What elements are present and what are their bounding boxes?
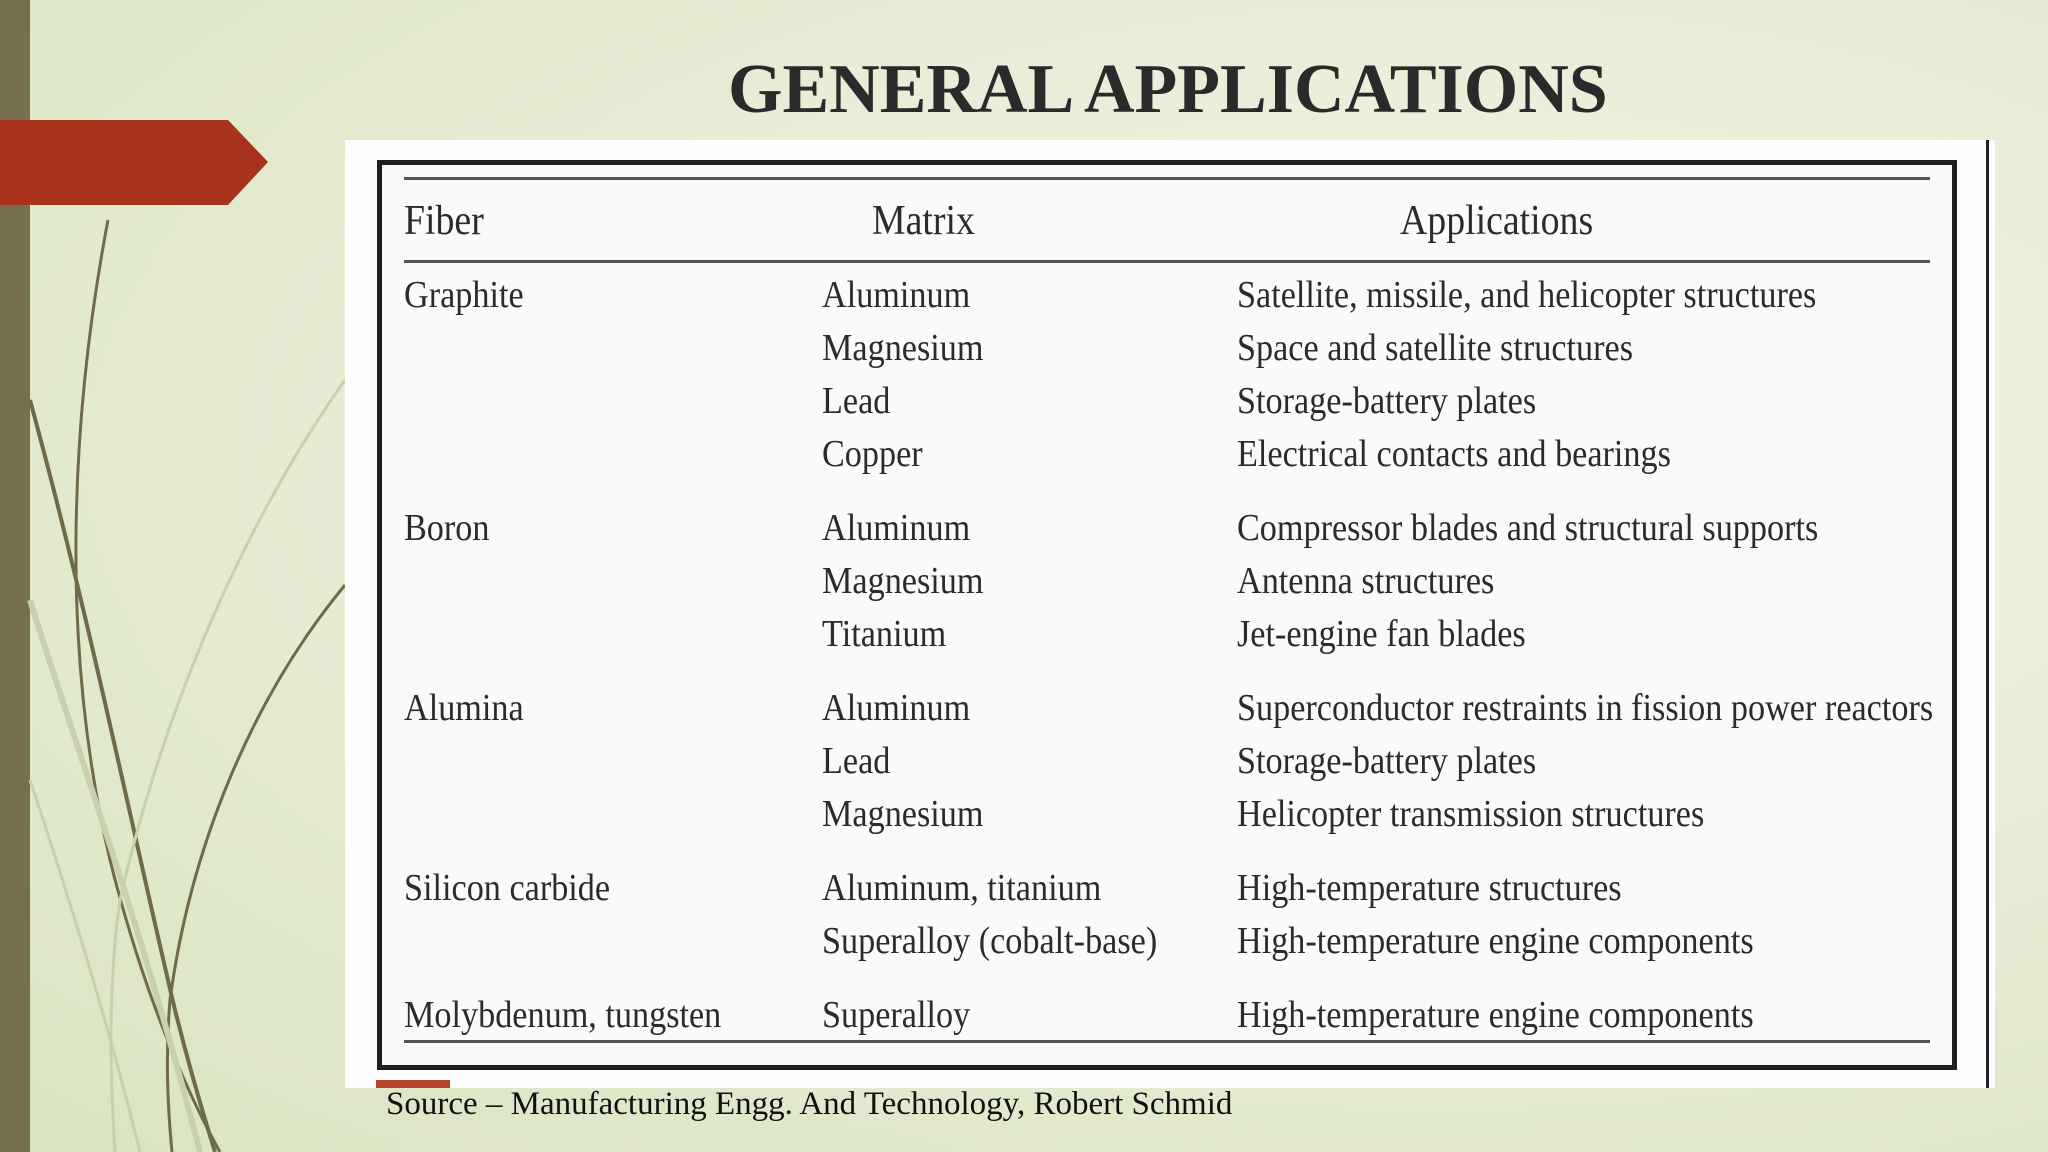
- table-frame: [377, 160, 1957, 1070]
- cell-application: Compressor blades and structural supports: [1237, 507, 1819, 549]
- slide-title: GENERAL APPLICATIONS: [728, 51, 1608, 128]
- cell-fiber: Molybdenum, tungsten: [404, 994, 722, 1036]
- cell-fiber: Silicon carbide: [404, 867, 611, 909]
- applications-table-image: [345, 140, 1995, 1088]
- header-applications: Applications: [1400, 198, 1594, 244]
- title-arrow-marker: [0, 120, 270, 205]
- header-fiber: Fiber: [404, 198, 484, 244]
- cell-matrix: Magnesium: [822, 560, 984, 602]
- cell-application: Electrical contacts and bearings: [1237, 433, 1671, 475]
- cell-matrix: Superalloy: [822, 994, 971, 1036]
- cell-matrix: Aluminum: [822, 687, 971, 729]
- cell-matrix: Aluminum, titanium: [822, 867, 1102, 909]
- table-bottom-rule: [404, 1040, 1930, 1043]
- cell-application: High-temperature engine components: [1237, 994, 1754, 1036]
- cell-application: Storage-battery plates: [1237, 380, 1537, 422]
- cell-fiber: Alumina: [404, 687, 524, 729]
- cell-application: Helicopter transmission structures: [1237, 793, 1705, 835]
- cell-application: Antenna structures: [1237, 560, 1495, 602]
- cell-application: Satellite, missile, and helicopter structures: [1237, 274, 1817, 316]
- cell-application: Superconductor restraints in fission power reactors: [1237, 687, 1934, 729]
- cell-fiber: Graphite: [404, 274, 524, 316]
- table-top-rule: [404, 177, 1930, 180]
- table-header-rule: [404, 260, 1930, 263]
- cell-fiber: Boron: [404, 507, 490, 549]
- cell-matrix: Lead: [822, 740, 891, 782]
- cell-matrix: Copper: [822, 433, 923, 475]
- cell-matrix: Magnesium: [822, 327, 984, 369]
- cell-matrix: Aluminum: [822, 274, 971, 316]
- header-matrix: Matrix: [872, 198, 975, 244]
- source-citation: Source – Manufacturing Engg. And Technology, Robert Schmid: [386, 1086, 1233, 1122]
- cell-matrix: Magnesium: [822, 793, 984, 835]
- cell-matrix: Superalloy (cobalt-base): [822, 920, 1158, 962]
- cell-application: High-temperature structures: [1237, 867, 1622, 909]
- cell-matrix: Lead: [822, 380, 891, 422]
- cell-matrix: Titanium: [822, 613, 947, 655]
- cell-application: High-temperature engine components: [1237, 920, 1754, 962]
- cell-matrix: Aluminum: [822, 507, 971, 549]
- cell-application: Jet-engine fan blades: [1237, 613, 1526, 655]
- cell-application: Space and satellite structures: [1237, 327, 1634, 369]
- cell-application: Storage-battery plates: [1237, 740, 1537, 782]
